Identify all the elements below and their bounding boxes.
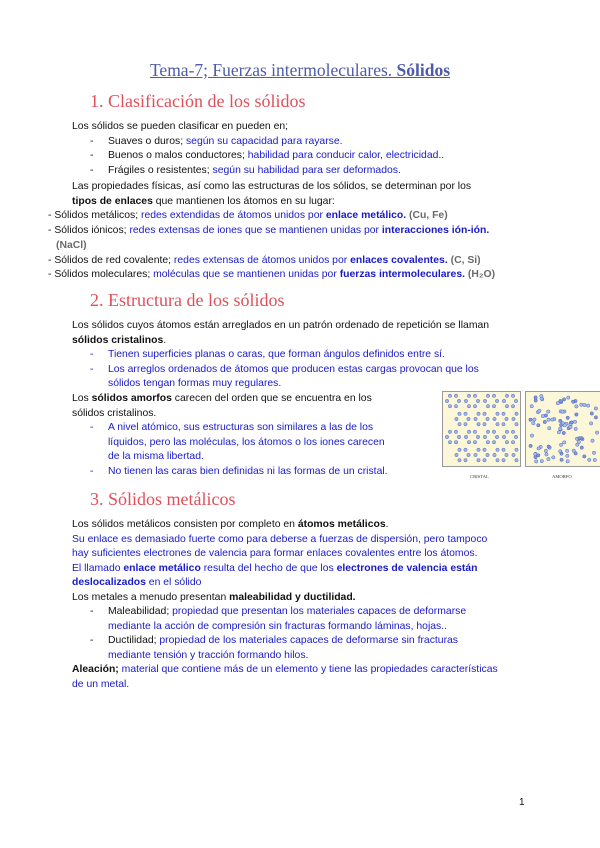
atom-icon — [557, 431, 560, 434]
atom-icon — [486, 441, 489, 444]
atom-icon — [543, 420, 546, 423]
figure-caption-crystal: CRISTAL — [470, 474, 489, 479]
atom-icon — [583, 403, 586, 406]
atom-icon — [477, 459, 480, 462]
atom-icon — [535, 460, 538, 463]
atom-icon — [483, 423, 486, 426]
atom-icon — [540, 394, 543, 397]
atom-icon — [529, 444, 532, 447]
atom-icon — [563, 424, 566, 427]
s2-bullet-4: - No tienen las caras bien definidas ni las formas de un cristal. — [90, 465, 388, 477]
atom-icon — [547, 418, 550, 421]
atom-icon — [458, 412, 461, 415]
atom-icon — [559, 427, 562, 430]
atom-icon — [591, 439, 594, 442]
atom-icon — [502, 399, 505, 402]
atom-icon — [473, 441, 476, 444]
atom-icon — [502, 459, 505, 462]
atom-icon — [473, 394, 476, 397]
atom-icon — [551, 418, 554, 421]
atom-icon — [448, 405, 451, 408]
atom-icon — [537, 454, 540, 457]
atom-icon — [587, 404, 590, 407]
atom-icon — [464, 399, 467, 402]
s2-bullet-3a: - A nivel atómico, sus estructuras son similares a las de los — [90, 422, 374, 433]
atom-icon — [502, 448, 505, 451]
atom-icon — [511, 394, 514, 397]
atom-icon — [448, 430, 451, 433]
atom-icon — [580, 403, 583, 406]
s3-bullet-2a: - Ductilidad; propiedad de los materiales capaces de deformarse sin fracturas — [90, 635, 459, 646]
atom-icon — [529, 418, 532, 421]
atom-icon — [486, 453, 489, 456]
atom-icon — [455, 417, 458, 420]
atom-icon — [505, 405, 508, 408]
section-2-heading: 2. Estructura de los sólidos — [90, 290, 285, 310]
atom-icon — [532, 422, 535, 425]
page-title: Tema-7; Fuerzas intermoleculares. Sólidos — [149, 60, 451, 80]
s1-type-molecular: - Sólidos moleculares; moléculas que se mantienen unidas por fuerzas intermoleculares. (H₂O) — [48, 269, 496, 280]
s1-props-line1: Las propiedades físicas, así como las estructuras de los sólidos, se determinan por los — [72, 181, 472, 192]
atom-icon — [540, 459, 543, 462]
atom-icon — [560, 452, 563, 455]
atom-icon — [592, 451, 595, 454]
atom-icon — [530, 434, 533, 437]
atom-icon — [505, 441, 508, 444]
atom-icon — [505, 430, 508, 433]
atom-icon — [578, 437, 581, 440]
atom-icon — [454, 430, 457, 433]
atom-icon — [474, 453, 477, 456]
atom-icon — [574, 427, 577, 430]
atom-icon — [595, 431, 598, 434]
s3-p3-line1: El llamado enlace metálico resulta del hecho de que los electrones de valencia están — [72, 562, 478, 574]
atom-icon — [454, 405, 457, 408]
s2-p1-line2: sólidos cristalinos. — [72, 334, 167, 346]
s3-p4: Los metales a menudo presentan maleabilidad y ductilidad. — [72, 591, 356, 603]
atom-icon — [483, 435, 486, 438]
atom-icon — [541, 414, 544, 417]
s3-alloy-line2: de un metal. — [72, 678, 130, 690]
atom-icon — [514, 399, 517, 402]
atom-icon — [575, 413, 578, 416]
atom-icon — [496, 412, 499, 415]
atom-icon — [467, 394, 470, 397]
s3-p2-line2: hay suficientes electrones de valencia para formar enlaces covalentes entre los átomos. — [72, 548, 478, 559]
atom-icon — [464, 423, 467, 426]
atom-icon — [493, 453, 496, 456]
atom-icon — [512, 453, 515, 456]
atom-icon — [483, 399, 486, 402]
crystal-lattice-figure — [442, 391, 521, 467]
atom-icon — [476, 399, 479, 402]
atom-icon — [559, 399, 562, 402]
atom-icon — [448, 441, 451, 444]
atom-icon — [454, 441, 457, 444]
atom-icon — [588, 458, 591, 461]
s2-bullet-2b: sólidos tengan formas muy regulares. — [108, 378, 282, 389]
atom-icon — [530, 405, 533, 408]
atom-icon — [559, 443, 562, 446]
section-1-heading: 1. Clasificación de los sólidos — [90, 91, 306, 111]
atom-icon — [473, 430, 476, 433]
atom-icon — [458, 423, 461, 426]
atom-icon — [474, 417, 477, 420]
s2-bullet-2a: - Los arreglos ordenados de átomos que producen estas cargas provocan que los — [90, 363, 479, 375]
atom-icon — [492, 394, 495, 397]
atom-icon — [493, 417, 496, 420]
atom-icon — [477, 412, 480, 415]
atom-icon — [547, 457, 550, 460]
atom-icon — [455, 453, 458, 456]
atom-icon — [594, 407, 597, 410]
atom-icon — [467, 417, 470, 420]
atom-icon — [457, 435, 460, 438]
atom-icon — [486, 430, 489, 433]
atom-icon — [495, 399, 498, 402]
atom-icon — [464, 448, 467, 451]
atom-icon — [593, 458, 596, 461]
s2-bullet-3c: de la misma libertad. — [108, 451, 204, 462]
atom-icon — [473, 405, 476, 408]
amorphous-atoms-svg — [526, 392, 600, 466]
s3-p1: Los sólidos metálicos consisten por completo en átomos metálicos. — [72, 519, 389, 530]
atom-icon — [477, 423, 480, 426]
atom-icon — [562, 398, 565, 401]
s2-p1-line1: Los sólidos cuyos átomos están arreglados en un patrón ordenado de repetición se llaman — [72, 320, 490, 331]
crystal-atoms-svg — [443, 392, 520, 466]
s1-nacl: (NaCl) — [56, 239, 87, 251]
atom-icon — [502, 412, 505, 415]
atom-icon — [538, 409, 541, 412]
page-number: 1 — [519, 797, 525, 808]
s2-p2-line2: sólidos cristalinos. — [72, 407, 157, 419]
s3-bullet-1b: mediante la acción de compresión sin fracturas formando láminas, hojas.. — [108, 620, 448, 632]
atom-icon — [467, 453, 470, 456]
atom-icon — [565, 449, 568, 452]
atom-icon — [467, 441, 470, 444]
atom-icon — [566, 454, 569, 457]
s3-p3-line2: deslocalizados en el sólido — [72, 577, 202, 588]
atom-icon — [483, 459, 486, 462]
atom-icon — [515, 448, 518, 451]
atom-icon — [502, 423, 505, 426]
atom-icon — [492, 405, 495, 408]
atom-icon — [511, 441, 514, 444]
atom-icon — [496, 459, 499, 462]
atom-icon — [544, 449, 547, 452]
atom-icon — [477, 448, 480, 451]
atom-icon — [594, 416, 597, 419]
atom-icon — [560, 458, 563, 461]
atom-icon — [566, 460, 569, 463]
atom-icon — [502, 435, 505, 438]
atom-icon — [544, 414, 547, 417]
atom-icon — [580, 446, 583, 449]
atom-icon — [464, 435, 467, 438]
s2-bullet-3b: líquidos, pero las moléculas, los átomos o los iones carecen — [108, 436, 385, 448]
s3-alloy-line1: Aleación; material que contiene más de un elemento y tiene las propiedades características — [72, 664, 498, 675]
atom-icon — [534, 399, 537, 402]
s1-intro: Los sólidos se pueden clasificar en pueden en; — [72, 121, 289, 132]
s2-bullet-1: - Tienen superficies planas o caras, que forman ángulos definidos entre sí. — [90, 349, 445, 360]
atom-icon — [445, 435, 448, 438]
atom-icon — [505, 453, 508, 456]
atom-icon — [486, 394, 489, 397]
atom-icon — [569, 425, 572, 428]
atom-icon — [573, 420, 576, 423]
s1-type-ionic: - Sólidos iónicos; redes extensas de iones que se mantienen unidas por interacciones ión-ión. — [48, 225, 490, 236]
s1-type-metallic: - Sólidos metálicos; redes extendidas de átomos unidos por enlace metálico. (Cu, Fe) — [48, 210, 448, 221]
atom-icon — [534, 396, 537, 399]
atom-icon — [512, 417, 515, 420]
atom-icon — [464, 412, 467, 415]
atom-icon — [572, 449, 575, 452]
atom-icon — [467, 405, 470, 408]
atom-icon — [590, 412, 593, 415]
atom-icon — [505, 394, 508, 397]
atom-icon — [458, 459, 461, 462]
atom-icon — [514, 435, 517, 438]
atom-icon — [495, 435, 498, 438]
atom-icon — [445, 399, 448, 402]
atom-icon — [547, 445, 550, 448]
atom-icon — [575, 405, 578, 408]
atom-icon — [562, 431, 565, 434]
atom-icon — [515, 459, 518, 462]
atom-icon — [545, 453, 548, 456]
atom-icon — [571, 400, 574, 403]
atom-icon — [467, 430, 470, 433]
s1-bullet-1: - Suaves o duros; según su capacidad para rayarse. — [90, 135, 343, 147]
atom-icon — [476, 435, 479, 438]
atom-icon — [486, 405, 489, 408]
atom-icon — [552, 456, 555, 459]
s1-bullet-2: - Buenos o malos conductores; habilidad para conducir calor, electricidad.. — [90, 150, 445, 161]
atom-icon — [457, 399, 460, 402]
atom-icon — [583, 455, 586, 458]
section-3-heading: 3. Sólidos metálicos — [90, 489, 236, 509]
figure-caption-amorphous: AMORFO — [552, 474, 572, 479]
atom-icon — [483, 412, 486, 415]
atom-icon — [486, 417, 489, 420]
s1-bullet-3: - Frágiles o resistentes; según su habilidad para ser deformados. — [90, 164, 401, 176]
atom-icon — [533, 418, 536, 421]
atom-icon — [464, 459, 467, 462]
atom-icon — [548, 427, 551, 430]
atom-icon — [483, 448, 486, 451]
s2-p2-line1: Los sólidos amorfos carecen del orden que se encuentra en los — [72, 393, 372, 404]
atom-icon — [547, 410, 550, 413]
atom-icon — [567, 396, 570, 399]
s3-p2-line1: Su enlace es demasiado fuerte como para deberse a fuerzas de dispersión, pero tampoco — [72, 533, 488, 545]
atom-icon — [448, 394, 451, 397]
atom-icon — [496, 448, 499, 451]
atom-icon — [515, 412, 518, 415]
s1-props-line2: tipos de enlaces que mantienen los átomos en su lugar: — [72, 195, 335, 207]
atom-icon — [492, 441, 495, 444]
atom-icon — [589, 422, 592, 425]
atom-icon — [559, 419, 562, 422]
atom-icon — [511, 430, 514, 433]
atom-icon — [515, 423, 518, 426]
atom-icon — [537, 424, 540, 427]
atom-icon — [458, 448, 461, 451]
s1-type-covalent: - Sólidos de red covalente; redes extensas de átomos unidos por enlaces covalentes. (C, Si) — [48, 254, 481, 266]
amorphous-figure — [525, 391, 600, 467]
s3-bullet-2b: mediante tensión y tracción formando hilos. — [108, 649, 309, 661]
atom-icon — [566, 416, 569, 419]
atom-icon — [496, 423, 499, 426]
atom-icon — [537, 447, 540, 450]
atom-icon — [561, 410, 564, 413]
atom-icon — [505, 417, 508, 420]
atom-icon — [492, 430, 495, 433]
s3-bullet-1a: - Maleabilidad; propiedad que presentan los materiales capaces de deformarse — [90, 606, 467, 617]
atom-icon — [511, 405, 514, 408]
atom-icon — [454, 394, 457, 397]
atom-icon — [563, 441, 566, 444]
atom-icon — [577, 440, 580, 443]
